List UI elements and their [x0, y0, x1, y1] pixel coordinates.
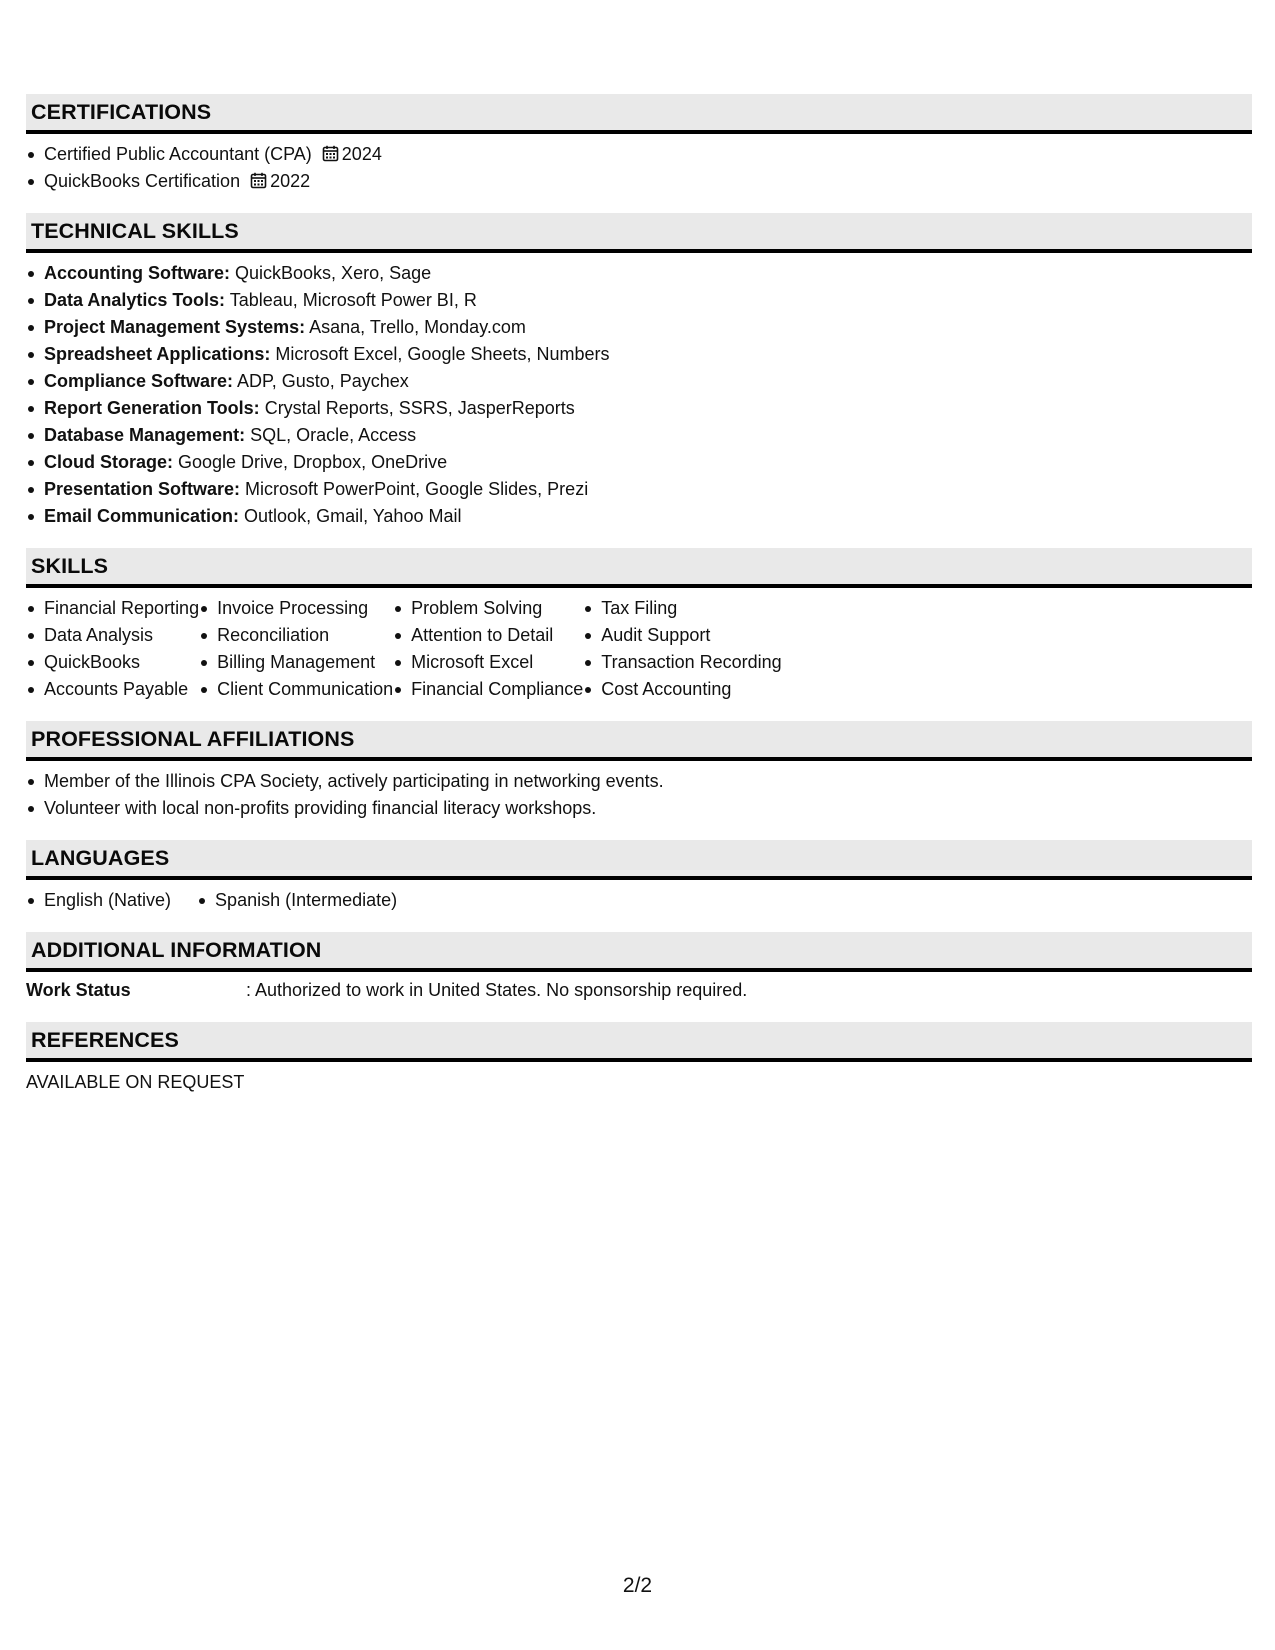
skills-column: [26, 595, 199, 703]
skill-values: QuickBooks, Xero, Sage: [230, 263, 432, 283]
list-item: English (Native): [26, 887, 171, 914]
list-item: [26, 341, 1252, 368]
list-item: [26, 141, 1252, 168]
skills-column: [199, 595, 393, 703]
section-title: LANGUAGES: [31, 845, 170, 870]
skill-category: Report Generation Tools:: [44, 398, 260, 418]
references-text: AVAILABLE ON REQUEST: [26, 1072, 245, 1092]
list-item: Member of the Illinois CPA Society, actively participating in networking events.: [26, 768, 1252, 795]
languages-list: [26, 887, 1252, 914]
skill-category: Compliance Software:: [44, 371, 234, 391]
list-item: [26, 287, 1252, 314]
certification-name: Certified Public Accountant (CPA): [44, 144, 312, 164]
skill-values: Crystal Reports, SSRS, JasperReports: [259, 398, 575, 418]
list-item: QuickBooks: [26, 649, 199, 676]
list-item: [26, 422, 1252, 449]
list-item: Accounts Payable: [26, 676, 199, 703]
additional-information-section: [26, 932, 1252, 1004]
calendar-icon: [322, 143, 339, 170]
references-section: [26, 1022, 1252, 1096]
section-title: CERTIFICATIONS: [31, 99, 212, 124]
technical-skills-list: [26, 260, 1252, 530]
list-item: [26, 476, 1252, 503]
list-item: [26, 368, 1252, 395]
skill-category: Presentation Software:: [44, 479, 241, 499]
list-item: Spanish (Intermediate): [197, 887, 397, 914]
section-title: ADDITIONAL INFORMATION: [31, 937, 322, 962]
list-item: Microsoft Excel: [393, 649, 583, 676]
skills-column: [393, 595, 583, 703]
skill-values: Google Drive, Dropbox, OneDrive: [173, 452, 448, 472]
skill-values: Outlook, Gmail, Yahoo Mail: [239, 506, 462, 526]
skills-section: [26, 548, 1252, 703]
list-item: Audit Support: [583, 622, 781, 649]
languages-section: [26, 840, 1252, 914]
skill-category: Accounting Software:: [44, 263, 231, 283]
list-item: [26, 395, 1252, 422]
section-title: REFERENCES: [31, 1027, 179, 1052]
certifications-section: [26, 94, 1252, 195]
list-item: Financial Compliance: [393, 676, 583, 703]
list-item: Invoice Processing: [199, 595, 393, 622]
skill-category: Email Communication:: [44, 506, 240, 526]
list-item: [26, 168, 1252, 195]
skill-values: Tableau, Microsoft Power BI, R: [225, 290, 477, 310]
work-status-value: : Authorized to work in United States. No sponsorship required.: [246, 980, 748, 1000]
page-number: 2/2: [622, 1574, 653, 1597]
certification-year: 2022: [270, 171, 311, 191]
list-item: Tax Filing: [583, 595, 781, 622]
section-title: PROFESSIONAL AFFILIATIONS: [31, 726, 355, 751]
section-header: [26, 94, 1252, 134]
skill-category: Database Management:: [44, 425, 246, 445]
list-item: Data Analysis: [26, 622, 199, 649]
skill-values: Asana, Trello, Monday.com: [305, 317, 526, 337]
section-title: TECHNICAL SKILLS: [31, 218, 239, 243]
work-status-row: [26, 977, 1252, 1004]
section-header: [26, 213, 1252, 253]
skill-values: Microsoft PowerPoint, Google Slides, Prezi: [240, 479, 589, 499]
resume-page-content: [26, 94, 1252, 1114]
list-item: Reconciliation: [199, 622, 393, 649]
technical-skills-section: [26, 213, 1252, 530]
section-header: [26, 840, 1252, 880]
affiliations-list: [26, 768, 1252, 822]
skills-grid: [26, 595, 1252, 703]
certifications-list: [26, 141, 1252, 195]
list-item: Attention to Detail: [393, 622, 583, 649]
work-status-label: Work Status: [26, 980, 131, 1000]
skill-values: ADP, Gusto, Paychex: [233, 371, 409, 391]
section-header: [26, 721, 1252, 761]
list-item: [26, 449, 1252, 476]
skill-values: Microsoft Excel, Google Sheets, Numbers: [270, 344, 610, 364]
list-item: Problem Solving: [393, 595, 583, 622]
list-item: Client Communication: [199, 676, 393, 703]
affiliations-section: [26, 721, 1252, 822]
list-item: Billing Management: [199, 649, 393, 676]
skill-category: Spreadsheet Applications:: [44, 344, 271, 364]
list-item: [26, 503, 1252, 530]
list-item: Volunteer with local non-profits providing financial literacy workshops.: [26, 795, 1252, 822]
list-item: Financial Reporting: [26, 595, 199, 622]
skill-values: SQL, Oracle, Access: [245, 425, 417, 445]
certification-year: 2024: [341, 144, 382, 164]
skill-category: Cloud Storage:: [44, 452, 173, 472]
section-title: SKILLS: [31, 553, 109, 578]
skills-column: [583, 595, 781, 703]
list-item: [26, 314, 1252, 341]
skill-category: Data Analytics Tools:: [44, 290, 226, 310]
calendar-icon: [250, 170, 267, 197]
list-item: [26, 260, 1252, 287]
certification-name: QuickBooks Certification: [44, 171, 241, 191]
section-header: [26, 548, 1252, 588]
section-header: [26, 932, 1252, 972]
list-item: Cost Accounting: [583, 676, 781, 703]
section-header: [26, 1022, 1252, 1062]
list-item: Transaction Recording: [583, 649, 781, 676]
skill-category: Project Management Systems:: [44, 317, 306, 337]
